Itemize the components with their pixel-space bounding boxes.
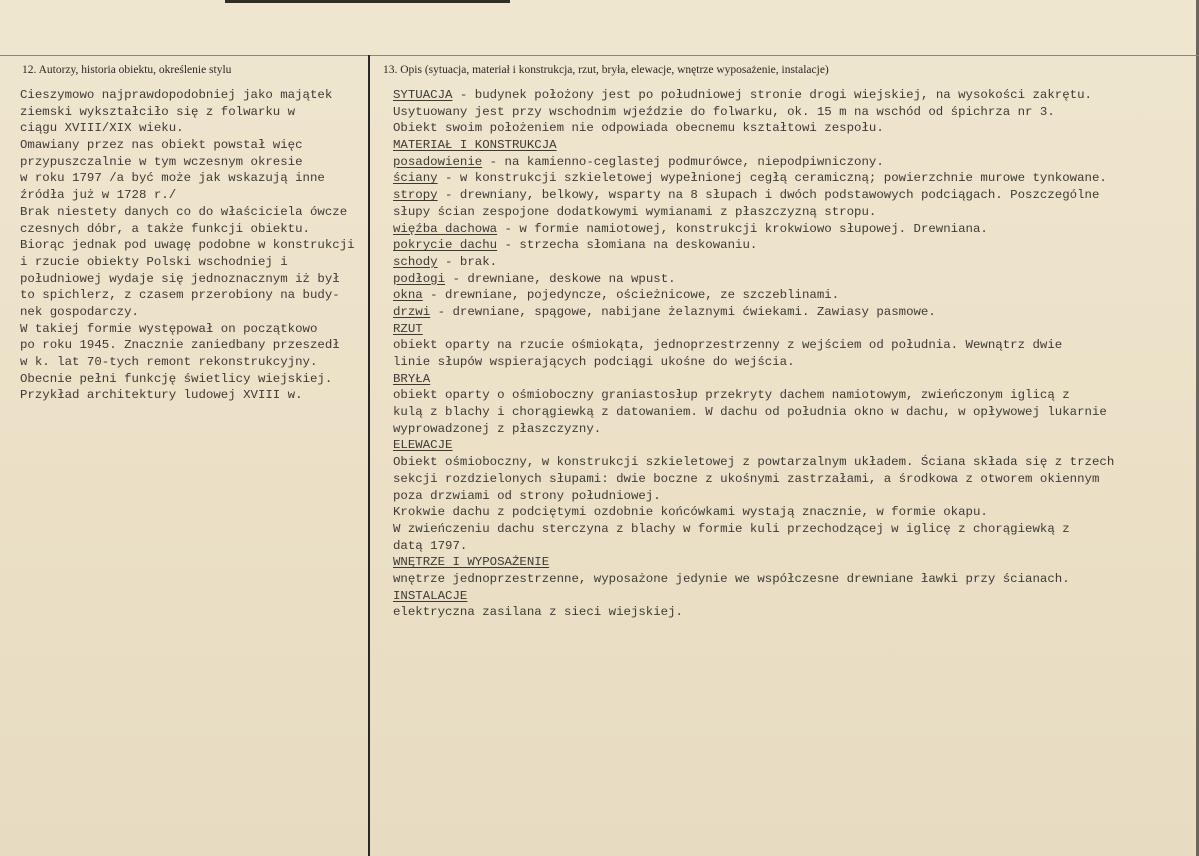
history-line: ziemski wykształciło się z folwarku w xyxy=(20,104,296,119)
section-label: pokrycie dachu xyxy=(393,238,498,253)
history-line: Cieszymowo najprawdopodobniej jako majątek xyxy=(20,88,333,102)
section-label: MATERIAŁ I KONSTRUKCJA xyxy=(393,138,557,153)
description-line xyxy=(393,521,1114,538)
description-line xyxy=(393,437,1114,454)
history-line: czesnych dóbr, a także funkcji obiektu. xyxy=(20,221,310,236)
history-line: to spichlerz, z czasem przerobiony na budy- xyxy=(20,288,340,303)
description-line xyxy=(393,137,1114,154)
line-text: - brak. xyxy=(437,254,498,269)
description-line xyxy=(393,271,1114,288)
history-line: źródła już w 1728 r./ xyxy=(20,188,177,203)
line-text: Obiekt swoim położeniem nie odpowiada obecnemu kształtowi zespołu. xyxy=(393,121,884,136)
history-line: południowej wydaje się jednoznacznym iż był xyxy=(20,271,340,286)
description-line xyxy=(393,204,1114,221)
description-line xyxy=(393,170,1114,187)
description-line xyxy=(393,154,1114,171)
header-divider xyxy=(0,55,1199,56)
description-line xyxy=(393,221,1114,238)
history-line: Omawiany przez nas obiekt powstał więc xyxy=(20,138,303,153)
line-text: - drewniany, belkowy, wsparty na 8 słupach i dwóch podstawowych podciągach. Poszczególne xyxy=(437,188,1100,203)
line-text: wyprowadzonej z płaszczyzny. xyxy=(393,421,602,436)
line-text: - drewniane, pojedyncze, ościeżnicowe, ze szczeblinami. xyxy=(422,288,840,303)
section-label: więźba dachowa xyxy=(393,221,498,236)
line-text: W zwieńczeniu dachu sterczyna z blachy w formie kuli przechodzącej w iglicę z chorągiewką z xyxy=(393,521,1070,536)
line-text: kulą z blachy i chorągiewką z datowaniem. W dachu od południa okno w dachu, w opływowej lukarnie xyxy=(393,405,1107,420)
section-label: stropy xyxy=(393,188,438,203)
description-line xyxy=(393,304,1114,321)
line-text: - drewniane, spągowe, nabijane żelaznymi ćwiekami. Zawiasy pasmowe. xyxy=(430,304,936,319)
section-label: podłogi xyxy=(393,271,446,286)
description-line xyxy=(393,604,1114,621)
line-text: poza drzwiami od strony południowej. xyxy=(393,488,661,503)
description-line xyxy=(393,187,1114,204)
history-line: W takiej formie występował on początkowo xyxy=(20,321,318,336)
description-line xyxy=(393,504,1114,521)
line-text: linie słupów wspierających podciągi ukośne do wejścia. xyxy=(393,355,795,369)
section-label: schody xyxy=(393,254,438,269)
description-line xyxy=(393,554,1114,571)
description-line xyxy=(393,120,1114,137)
line-text: Usytuowany jest przy wschodnim wjeździe do folwarku, ok. 15 m na wschód od śpichrza nr 3. xyxy=(393,104,1055,119)
description-line xyxy=(393,371,1114,388)
history-line: Brak niestety danych co do właściciela ówcze xyxy=(20,204,348,219)
description-line xyxy=(393,571,1114,588)
section-13-heading: 13. Opis (sytuacja, materiał i konstrukcja, rzut, bryła, elewacje, wnętrze wyposażenie, instalacje) xyxy=(383,64,829,76)
section-label: okna xyxy=(393,288,423,303)
description-line xyxy=(393,421,1114,438)
line-text: - budynek położony jest po południowej stronie drogi wiejskiej, na wysokości zakrętu. xyxy=(452,88,1092,102)
description-line xyxy=(393,354,1114,371)
description-line xyxy=(393,471,1114,488)
description-line xyxy=(393,104,1114,121)
history-line: Biorąc jednak pod uwagę podobne w konstrukcji xyxy=(20,238,355,253)
description-line xyxy=(393,254,1114,271)
line-text: obiekt oparty na rzucie ośmiokąta, jednoprzestrzenny z wejściem od południa. Wewnątrz dwie xyxy=(393,338,1063,353)
line-text: datą 1797. xyxy=(393,538,468,553)
history-line: po roku 1945. Znacznie zaniedbany przeszedł xyxy=(20,338,340,353)
description-line xyxy=(393,538,1114,555)
description-line xyxy=(393,87,1114,104)
section-label: INSTALACJE xyxy=(393,588,468,603)
history-line: w roku 1797 /a być może jak wskazują inne xyxy=(20,171,325,186)
description-line xyxy=(393,337,1114,354)
description-line xyxy=(393,454,1114,471)
section-label: SYTUACJA xyxy=(393,88,453,102)
section-label: posadowienie xyxy=(393,154,483,169)
top-rule xyxy=(225,0,510,3)
description-line xyxy=(393,287,1114,304)
line-text: - w konstrukcji szkieletowej wypełnionej cegłą ceramiczną; powierzchnie murowe tynkowane. xyxy=(437,171,1107,186)
section-label: drzwi xyxy=(393,304,431,319)
line-text: słupy ścian zespojone dodatkowymi wymianami z płaszczyzną stropu. xyxy=(393,204,877,219)
section-label: WNĘTRZE I WYPOSAŻENIE xyxy=(393,555,550,570)
section-label: ELEWACJE xyxy=(393,438,453,453)
description-text xyxy=(393,87,1114,621)
line-text: - drewniane, deskowe na wpust. xyxy=(445,271,676,286)
description-line xyxy=(393,237,1114,254)
description-line xyxy=(393,588,1114,605)
description-line xyxy=(393,387,1114,404)
line-text: sekcji rozdzielonych słupami: dwie boczne z ukośnymi zastrzałami, a środkowa z otworem okiennym xyxy=(393,471,1100,486)
column-divider xyxy=(368,55,370,856)
line-text: Obiekt ośmioboczny, w konstrukcji szkieletowej z powtarzalnym układem. Ściana składa się z trzech xyxy=(393,455,1115,470)
history-line: i rzucie obiekty Polski wschodniej i xyxy=(20,254,288,269)
description-line xyxy=(393,488,1114,505)
history-line: Obecnie pełni funkcję świetlicy wiejskiej. xyxy=(20,371,333,386)
history-line: Przykład architektury ludowej XVIII w. xyxy=(20,388,303,403)
line-text: elektryczna zasilana z sieci wiejskiej. xyxy=(393,605,683,620)
line-text: - w formie namiotowej, konstrukcji krokwiowo słupowej. Drewniana. xyxy=(497,221,988,236)
line-text: Krokwie dachu z podciętymi ozdobnie końcówkami wystają znacznie, w formie okapu. xyxy=(393,505,988,520)
history-line: ciągu XVIII/XIX wieku. xyxy=(20,121,184,136)
description-line xyxy=(393,321,1114,338)
line-text: - strzecha słomiana na deskowaniu. xyxy=(497,238,758,253)
section-label: RZUT xyxy=(393,321,423,336)
line-text: - na kamienno-ceglastej podmurówce, niepodpiwniczony. xyxy=(482,154,884,169)
line-text: obiekt oparty o ośmioboczny graniastosłup przekryty dachem namiotowym, zwieńczonym iglicą z xyxy=(393,388,1070,403)
description-line xyxy=(393,404,1114,421)
history-line: nek gospodarczy. xyxy=(20,304,139,319)
section-label: BRYŁA xyxy=(393,371,431,386)
line-text: wnętrze jednoprzestrzenne, wyposażone jedynie we współczesne drewniane ławki przy ścianach. xyxy=(393,571,1070,586)
section-12-heading: 12. Autorzy, historia obiektu, określenie stylu xyxy=(22,64,232,76)
section-label: ściany xyxy=(393,171,438,186)
history-line: przypuszczalnie w tym wczesnym okresie xyxy=(20,154,303,169)
history-text xyxy=(20,87,355,404)
history-line: w k. lat 70-tych remont rekonstrukcyjny. xyxy=(20,355,318,369)
